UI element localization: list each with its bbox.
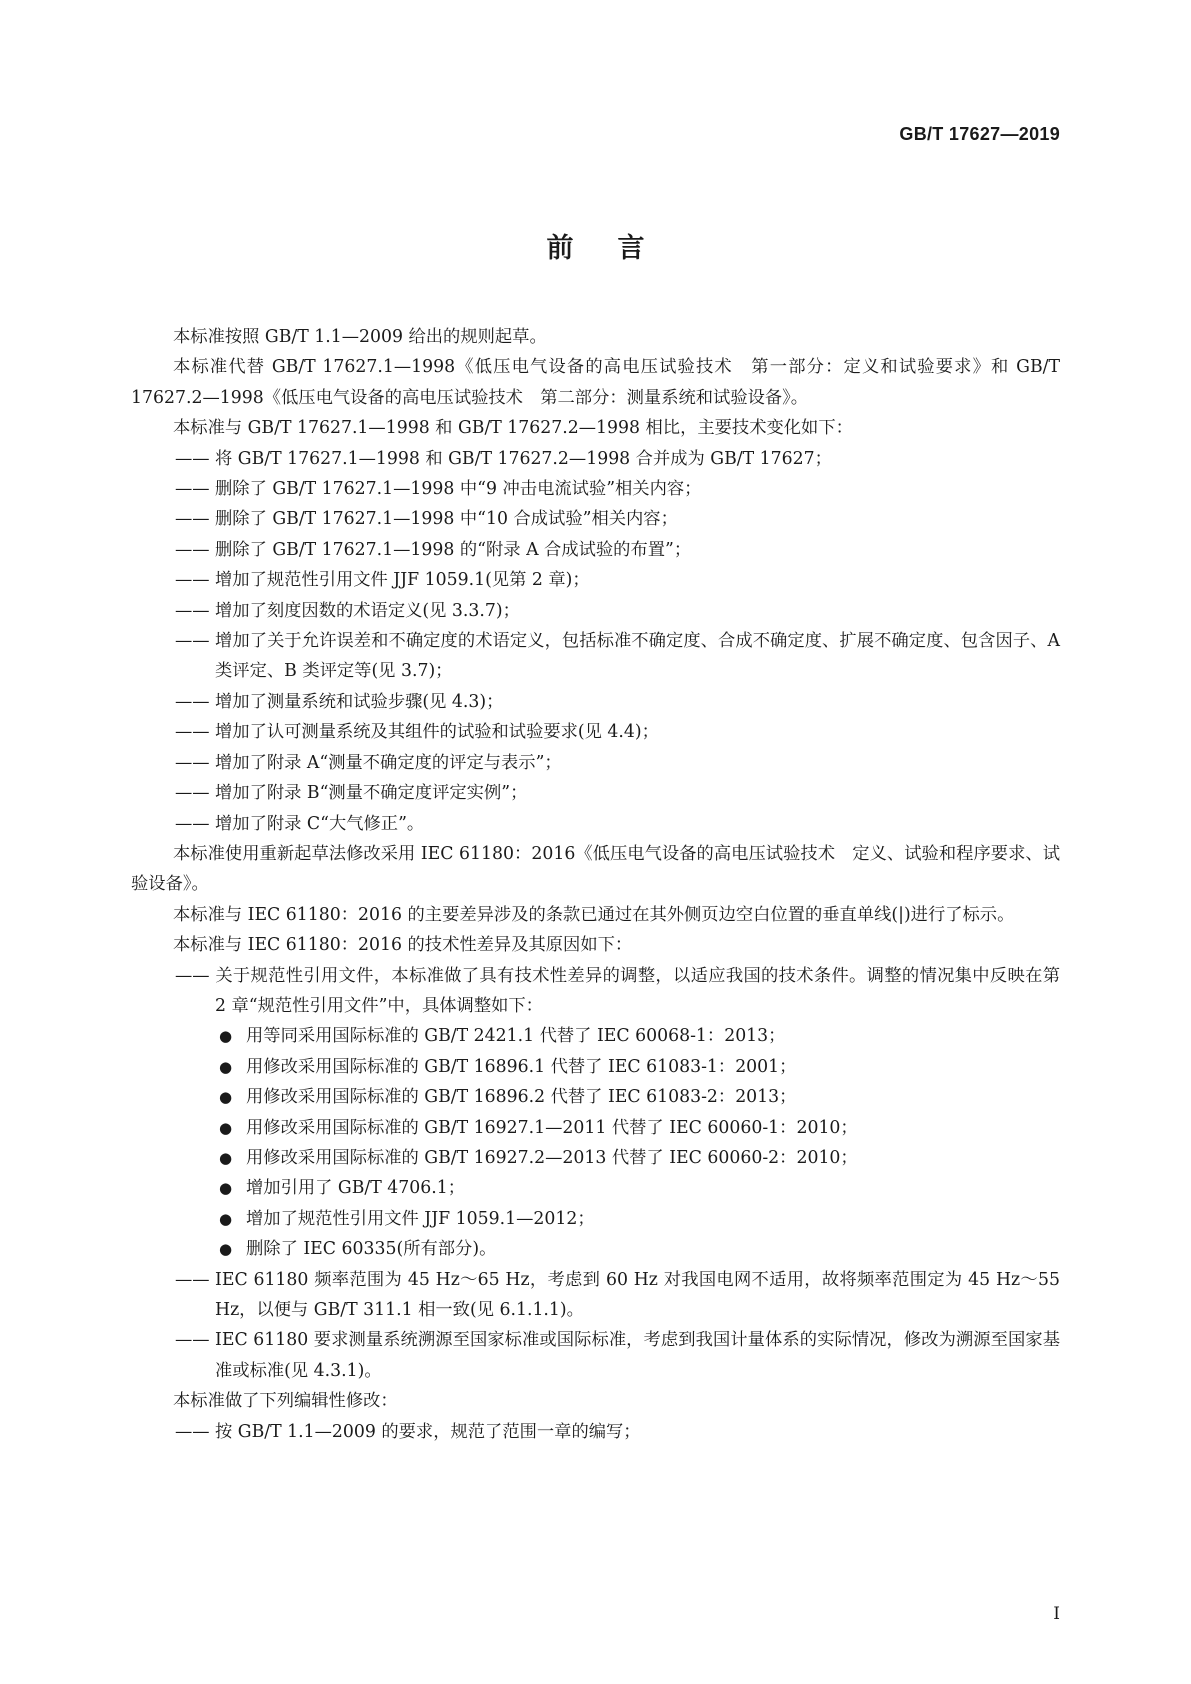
dash-item-text: 关于规范性引用文件，本标准做了具有技术性差异的调整，以适应我国的技术条件。调整的情况集中反映在第 2 章“规范性引用文件”中，具体调整如下： <box>215 965 1060 1016</box>
dash-item-text: IEC 61180 频率范围为 45 Hz～65 Hz，考虑到 60 Hz 对我国电网不适用，故将频率范围定为 45 Hz～55 Hz，以便与 GB/T 311.1 相一致(见 6.1.1.1)。 <box>215 1269 1060 1320</box>
page-number: I <box>1053 1604 1060 1624</box>
bullet-dot-icon: ● <box>219 1118 233 1137</box>
standard-number: GB/T 17627—2019 <box>899 124 1060 144</box>
dash-mark: —— <box>175 691 210 712</box>
bullet-dot-icon: ● <box>219 1240 233 1259</box>
paragraph: 本标准与 IEC 61180：2016 的技术性差异及其原因如下： <box>173 935 633 956</box>
paragraph: 本标准使用重新起草法修改采用 IEC 61180：2016《低压电气设备的高电压试验技术 定义、试验和程序要求、试验设备》。 <box>131 843 1060 895</box>
dash-mark: —— <box>175 813 210 834</box>
dash-item <box>131 535 1060 565</box>
bullet-dot-icon: ● <box>219 1209 233 1228</box>
dash-item-text: 增加了关于允许误差和不确定度的术语定义，包括标准不确定度、合成不确定度、扩展不确定度、包含因子、A 类评定、B 类评定等(见 3.7)； <box>215 631 1060 682</box>
bullet-item-text: 用修改采用国际标准的 GB/T 16927.2—2013 代替了 IEC 60060-2：2010； <box>246 1147 858 1168</box>
bullet-item-text: 增加引用了 GB/T 4706.1； <box>246 1178 465 1199</box>
dash-item <box>131 748 1060 778</box>
dash-mark: —— <box>175 1269 210 1290</box>
dash-mark: —— <box>175 479 210 500</box>
dash-item-text: 删除了 GB/T 17627.1—1998 的“附录 A 合成试验的布置”； <box>215 539 692 560</box>
bullet-item <box>131 1052 1060 1082</box>
bullet-dot-icon: ● <box>219 1057 233 1076</box>
dash-item-text: 增加了认可测量系统及其组件的试验和试验要求(见 4.4)； <box>215 722 659 743</box>
bullet-item-text: 删除了 IEC 60335(所有部分)。 <box>246 1239 497 1260</box>
dash-mark: —— <box>175 631 210 652</box>
dash-item-text: 按 GB/T 1.1—2009 的要求，规范了范围一章的编写； <box>215 1421 641 1442</box>
bullet-item <box>131 1204 1060 1234</box>
dash-mark: —— <box>175 600 210 621</box>
dash-mark: —— <box>175 570 210 591</box>
foreword-body <box>131 322 1060 1447</box>
dash-item-text: IEC 61180 要求测量系统溯源至国家标准或国际标准，考虑到我国计量体系的实际情况，修改为溯源至国家基准或标准(见 4.3.1)。 <box>215 1330 1060 1381</box>
dash-item <box>131 444 1060 474</box>
bullet-item-text: 用修改采用国际标准的 GB/T 16896.1 代替了 IEC 61083-1：2001； <box>246 1056 797 1077</box>
dash-mark: —— <box>175 965 210 986</box>
bullet-item <box>131 1173 1060 1203</box>
bullet-item <box>131 1143 1060 1173</box>
page-title: 前言 <box>546 233 689 264</box>
dash-mark: —— <box>175 752 210 773</box>
dash-item <box>131 687 1060 717</box>
dash-item-text: 增加了测量系统和试验步骤(见 4.3)； <box>215 691 504 712</box>
bullet-item <box>131 1021 1060 1051</box>
bullet-item <box>131 1113 1060 1143</box>
dash-item <box>131 1265 1060 1326</box>
bullet-item <box>131 1234 1060 1264</box>
dash-mark: —— <box>175 509 210 530</box>
dash-item-text: 增加了附录 A“测量不确定度的评定与表示”； <box>215 752 562 773</box>
dash-item <box>131 565 1060 595</box>
dash-item-text: 删除了 GB/T 17627.1—1998 中“10 合成试验”相关内容； <box>215 509 678 530</box>
bullet-item-text: 用修改采用国际标准的 GB/T 16896.2 代替了 IEC 61083-2：2013； <box>246 1087 797 1108</box>
bullet-dot-icon: ● <box>219 1148 233 1167</box>
dash-item-text: 增加了附录 C“大气修正”。 <box>215 813 425 834</box>
dash-item <box>131 1417 1060 1447</box>
dash-mark: —— <box>175 539 210 560</box>
dash-item-text: 增加了规范性引用文件 JJF 1059.1(见第 2 章)； <box>215 570 590 591</box>
dash-item <box>131 809 1060 839</box>
dash-mark: —— <box>175 722 210 743</box>
dash-item-text: 增加了附录 B“测量不确定度评定实例”； <box>215 783 528 804</box>
bullet-dot-icon: ● <box>219 1179 233 1198</box>
dash-item-text: 增加了刻度因数的术语定义(见 3.3.7)； <box>215 600 520 621</box>
dash-mark: —— <box>175 783 210 804</box>
dash-item <box>131 778 1060 808</box>
dash-item <box>131 626 1060 687</box>
dash-mark: —— <box>175 448 210 469</box>
paragraph: 本标准按照 GB/T 1.1—2009 给出的规则起草。 <box>173 327 547 347</box>
dash-item <box>131 474 1060 504</box>
dash-item <box>131 504 1060 534</box>
dash-mark: —— <box>175 1330 210 1351</box>
bullet-item-text: 增加了规范性引用文件 JJF 1059.1—2012； <box>246 1208 595 1229</box>
dash-item <box>131 961 1060 1022</box>
dash-mark: —— <box>175 1421 210 1442</box>
paragraph: 本标准与 GB/T 17627.1—1998 和 GB/T 17627.2—1998 相比，主要技术变化如下： <box>173 418 853 439</box>
dash-item <box>131 717 1060 747</box>
paragraph: 本标准与 IEC 61180：2016 的主要差异涉及的条款已通过在其外侧页边空白位置的垂直单线(|)进行了标示。 <box>173 904 1015 925</box>
bullet-item-text: 用修改采用国际标准的 GB/T 16927.1—2011 代替了 IEC 60060-1：2010； <box>246 1117 858 1138</box>
dash-item-text: 将 GB/T 17627.1—1998 和 GB/T 17627.2—1998 合并成为 GB/T 17627； <box>215 448 832 469</box>
dash-item-text: 删除了 GB/T 17627.1—1998 中“9 冲击电流试验”相关内容； <box>215 479 702 500</box>
paragraph: 本标准代替 GB/T 17627.1—1998《低压电气设备的高电压试验技术 第一部分：定义和试验要求》和 GB/T 17627.2—1998《低压电气设备的高电压试验技术 第二部分：测量系统和试验设备》。 <box>131 357 1060 408</box>
bullet-dot-icon: ● <box>219 1088 233 1107</box>
paragraph: 本标准做了下列编辑性修改： <box>173 1391 398 1412</box>
dash-item <box>131 596 1060 626</box>
dash-item <box>131 1325 1060 1386</box>
bullet-dot-icon: ● <box>219 1027 233 1046</box>
bullet-item-text: 用等同采用国际标准的 GB/T 2421.1 代替了 IEC 60068-1：2013； <box>246 1026 786 1047</box>
bullet-item <box>131 1082 1060 1112</box>
